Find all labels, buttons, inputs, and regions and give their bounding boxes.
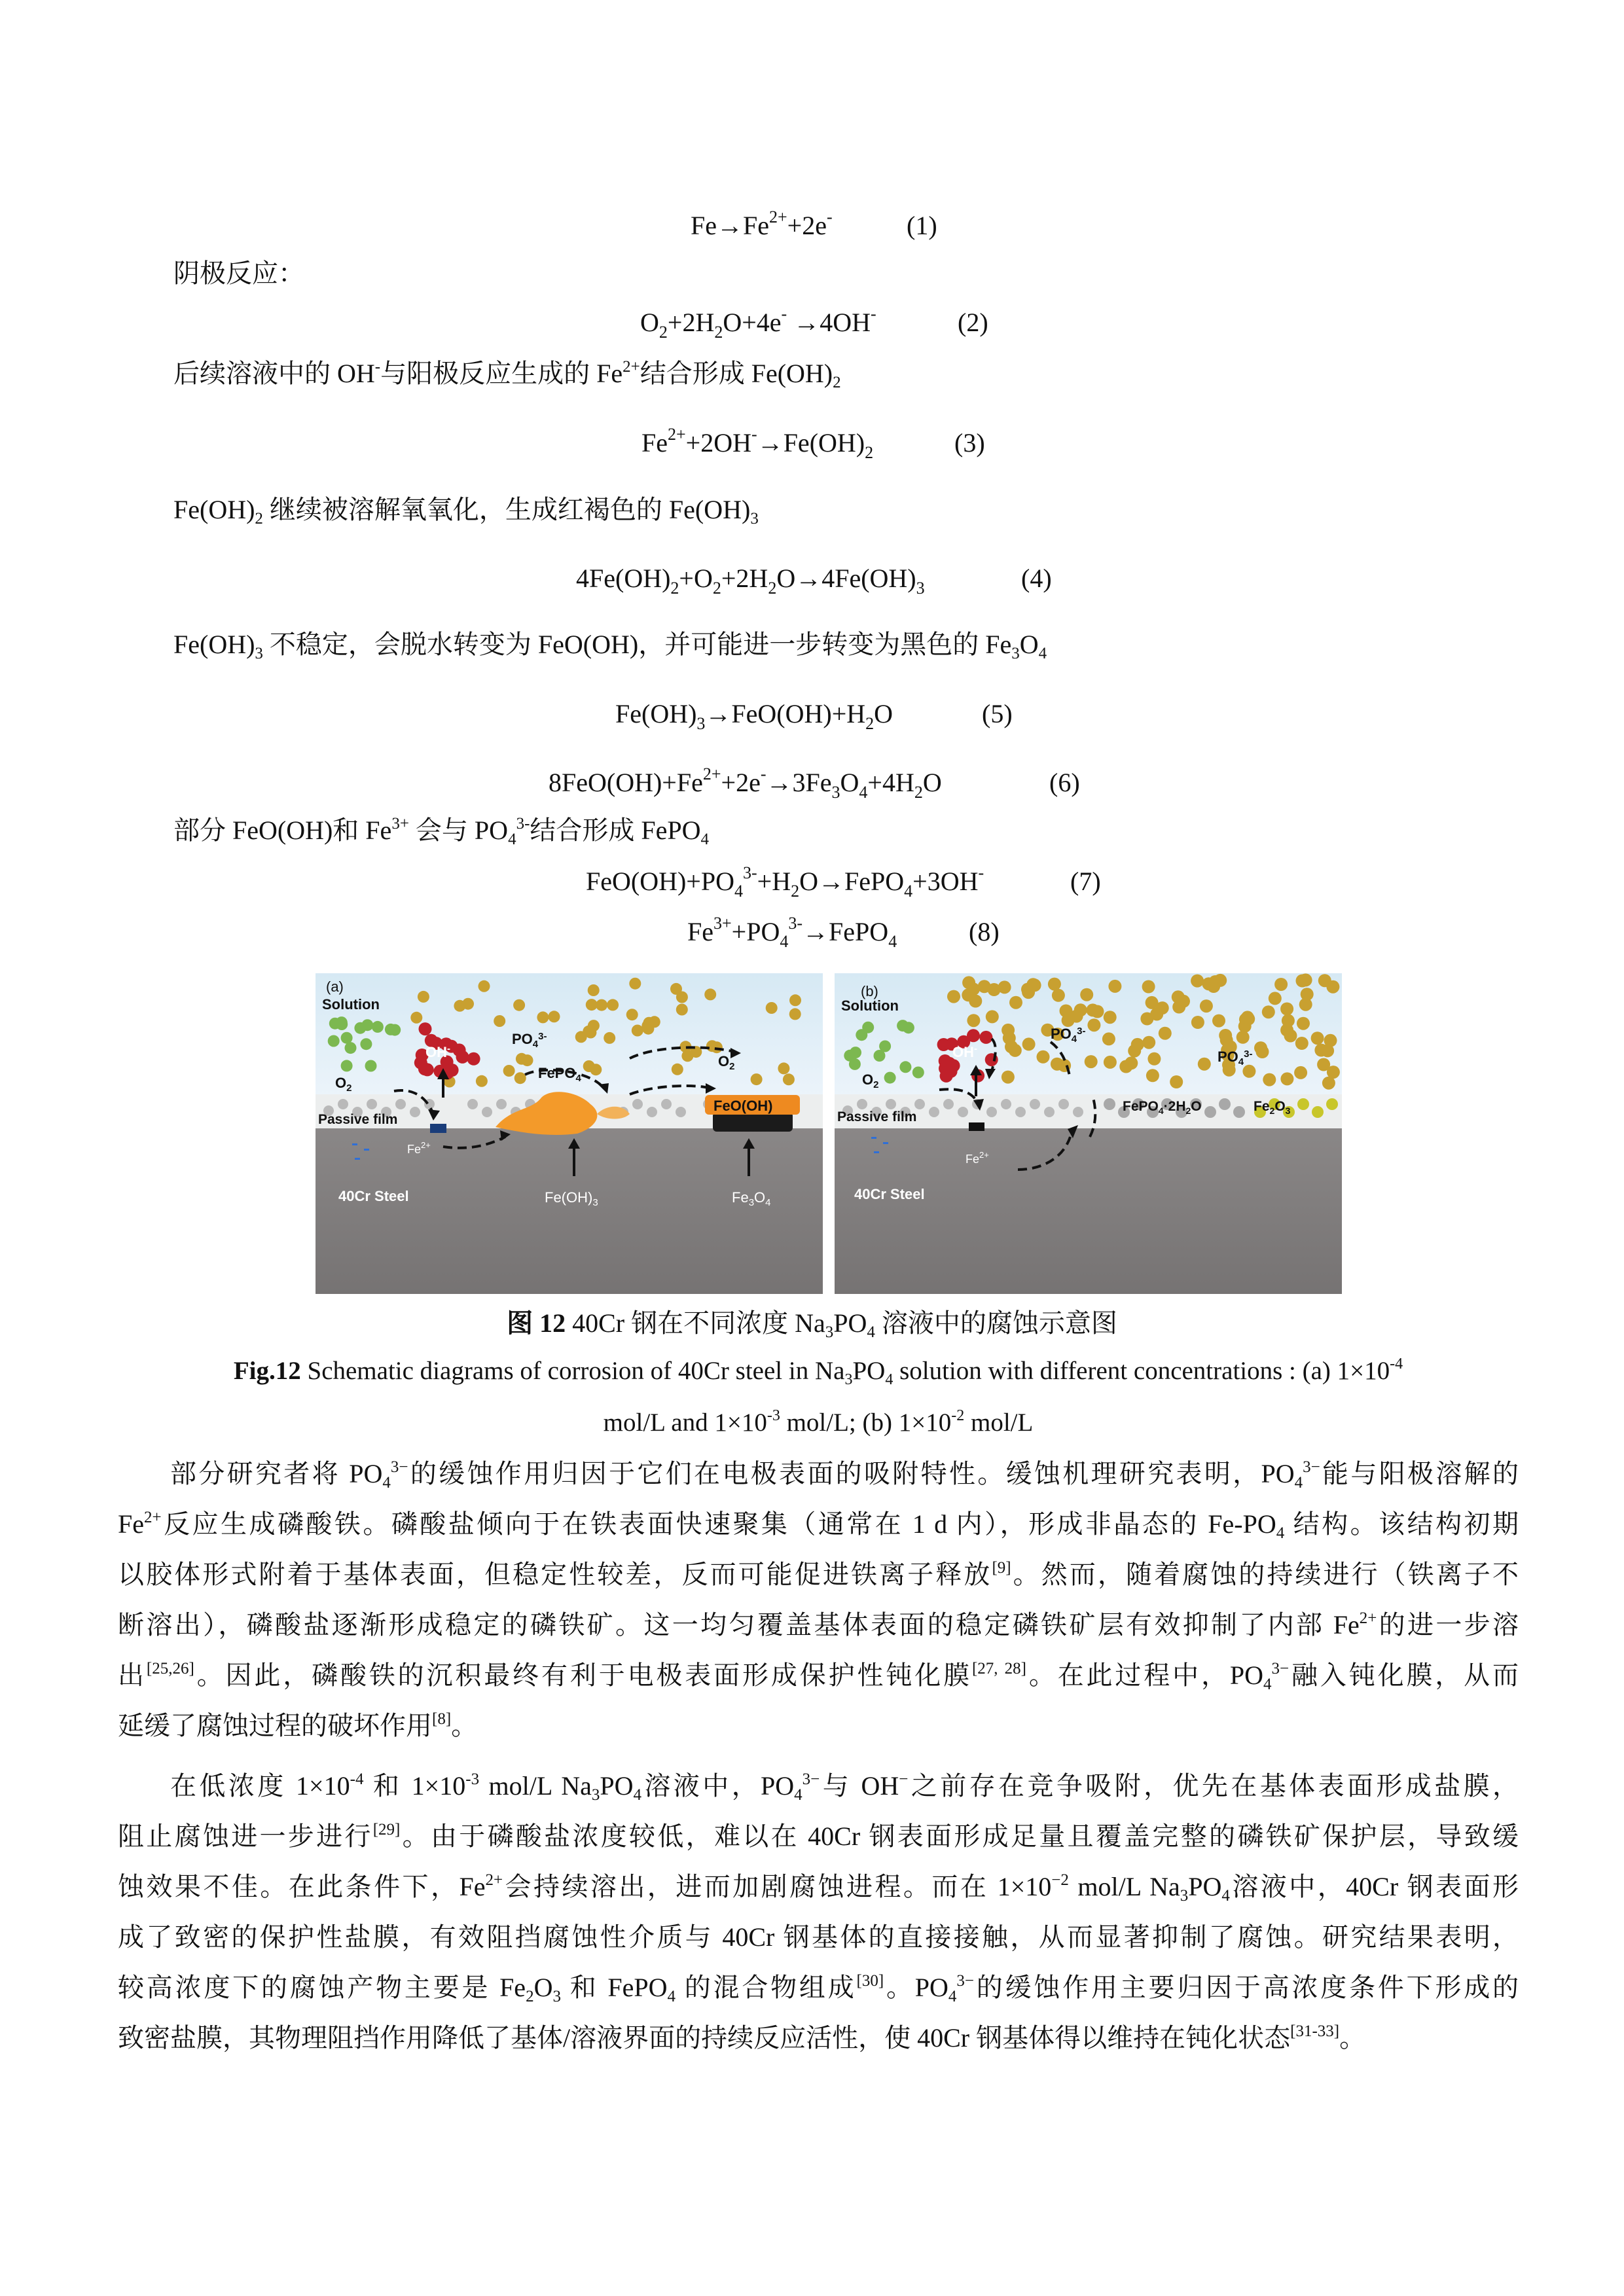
ion-particle — [884, 1072, 896, 1084]
equation-number: (3) — [954, 428, 985, 457]
ion-particle — [676, 1004, 688, 1016]
ion-particle — [789, 1008, 801, 1020]
ion-particle — [453, 1043, 466, 1056]
po4-label: $PO_4^{3-}$ — [1051, 1026, 1086, 1045]
ion-particle — [1080, 988, 1093, 1001]
equation-5: $Fe(OH)_3\to FeO(OH)+H_2O$ (5) — [615, 699, 1013, 733]
solution-label: Solution — [322, 996, 380, 1013]
ion-particle — [586, 999, 598, 1011]
paragraph-line: 延缓了腐蚀过程的破坏作用[8]。 — [118, 1710, 478, 1740]
ion-particle — [1146, 1069, 1159, 1082]
ion-particle — [1119, 1060, 1132, 1073]
ion-particle — [1311, 1031, 1324, 1045]
paragraph-line: 阻止腐蚀进一步进行[29]。由于磷酸盐浓度较低，难以在 40Cr 钢表面形成足量且覆盖完整的磷铁矿保护层，导致缓 — [118, 1821, 1519, 1851]
paragraph-1 — [118, 1448, 1519, 1751]
paragraph-line: 断溶出），磷酸盐逐渐形成稳定的磷铁矿。这一均匀覆盖基体表面的稳定磷铁矿层有效抑制了内部 $Fe^{2+}$的进一步溶 — [118, 1609, 1519, 1640]
ion-particle — [419, 1022, 432, 1035]
ion-particle — [1299, 973, 1312, 986]
paragraph-line: $Fe^{2+}$反应生成磷酸铁。磷酸盐倾向于在铁表面快速聚集（通常在 1 d 内），形成非晶态的 $Fe-PO_4$ 结构。该结构初期 — [118, 1509, 1519, 1542]
ion-particle — [418, 991, 429, 1003]
ion-particle — [1156, 1001, 1169, 1014]
steel-label: 40Cr Steel — [338, 1188, 409, 1204]
ion-particle — [1263, 1073, 1276, 1086]
ion-particle — [967, 1029, 980, 1042]
steel-substrate — [835, 1128, 1342, 1294]
feooh-label: FeO(OH) — [713, 1098, 773, 1114]
figure-caption-cn: 图 12 40Cr 钢在不同浓度 $Na_3PO_4$ 溶液中的腐蚀示意图 — [507, 1308, 1117, 1341]
equation-8: $Fe^{3+}+PO_4^{3-}\to FePO_4$ (8) — [687, 914, 1000, 951]
equation-4: $4Fe(OH)_2+O_2+2H_2O\to 4Fe(OH)_3$ (4) — [576, 564, 1052, 598]
passive-film-label: Passive film — [837, 1109, 917, 1124]
steel-label: 40Cr Steel — [854, 1186, 925, 1202]
paragraph-line: 致密盐膜，其物理阻挡作用降低了基体/溶液界面的持续反应活性，使 40Cr 钢基体得以维持在钝化状态[31-33]。 — [118, 2022, 1366, 2053]
ion-particle — [1294, 1066, 1307, 1079]
ion-particle — [1317, 1058, 1330, 1071]
ion-particle — [850, 1047, 861, 1058]
equation-number: (1) — [907, 211, 937, 240]
ion-particle — [1128, 1045, 1141, 1058]
paragraph-line: 蚀效果不佳。在此条件下，$Fe^{2+}$会持续溶出，进而加剧腐蚀进程。而在 $1\times 10^{-2}$ mol/L $Na_3PO_4$溶液中，40Cr 钢表面形 — [118, 1871, 1519, 1905]
oh-label: OH- — [425, 1043, 450, 1060]
ion-particle — [476, 1075, 488, 1087]
equation-number: (8) — [969, 917, 1000, 946]
ion-particle — [897, 1020, 909, 1031]
passive-film-label: Passive film — [318, 1112, 398, 1127]
ion-particle — [1022, 1037, 1036, 1050]
ion-particle — [789, 994, 801, 1006]
paragraph-2 — [118, 1761, 1519, 2063]
ion-particle — [1086, 1003, 1099, 1016]
ion-particle — [1074, 1003, 1087, 1016]
ion-particle — [516, 1053, 528, 1065]
ion-particle — [783, 1073, 795, 1085]
ion-particle — [778, 1062, 789, 1074]
fepo4-label: FePO$_4$ — [538, 1065, 581, 1084]
ion-particle — [1159, 1027, 1172, 1040]
pit-marker — [969, 1122, 984, 1131]
ion-particle — [1262, 1005, 1275, 1018]
ion-particle — [912, 1067, 924, 1079]
ion-particle — [588, 1020, 600, 1031]
fepo4-hydrate-label: $FePO_4\cdot 2H_2O$ — [1123, 1099, 1202, 1116]
ion-particle — [642, 1023, 654, 1035]
ion-particle — [1241, 1011, 1254, 1024]
ion-particle — [549, 1011, 560, 1022]
ion-particle — [1212, 1014, 1225, 1028]
o2-label: $O_2$ — [335, 1075, 352, 1094]
paragraph-line: 出[25,26]。因此，磷酸铁的沉积最终有利于电极表面形成保护性钝化膜[27, 28]。在此过程中，$PO_4^{3-}$融入钝化膜，从而 — [118, 1660, 1519, 1693]
ion-particle — [604, 1032, 615, 1044]
ion-particle — [629, 978, 641, 990]
ion-particle — [1219, 1029, 1232, 1042]
ion-particle — [947, 990, 960, 1003]
ion-particle — [1087, 1018, 1100, 1031]
ion-particle — [1104, 1056, 1117, 1069]
ion-particle — [1102, 1032, 1115, 1045]
ion-particle — [1005, 1040, 1018, 1053]
ion-particle — [513, 999, 525, 1011]
fe3o4-label: $Fe_3O_4$ — [732, 1189, 771, 1208]
panel-label: (a) — [326, 978, 344, 995]
ion-particle — [421, 1063, 434, 1076]
feoh3-label: $Fe(OH)_3$ — [545, 1189, 598, 1208]
ion-particle — [1052, 989, 1065, 1002]
ion-particle — [1191, 1016, 1204, 1029]
equation-6: $8FeO(OH)+Fe^{2+}+2e^-\to 3Fe_3O_4+4H_2O$ (6) — [549, 764, 1080, 802]
ion-particle — [1202, 977, 1215, 990]
ion-particle — [947, 1059, 960, 1072]
equation-3: $Fe^{2+}+2OH^-\to Fe(OH)_2$ (3) — [641, 425, 985, 462]
ion-particle — [345, 1042, 357, 1054]
figure-panel-a — [316, 973, 823, 1294]
ion-particle — [1048, 978, 1061, 991]
ion-particle — [1026, 978, 1039, 991]
fe2o3-label: $Fe_2O_3$ — [1254, 1099, 1291, 1116]
solution-label: Solution — [841, 997, 899, 1014]
ion-particle — [1108, 980, 1121, 993]
ion-particle — [1280, 1072, 1293, 1085]
ion-particle — [751, 1073, 763, 1085]
panel-label: (b) — [861, 983, 878, 999]
ion-particle — [478, 980, 490, 992]
solution-region — [316, 973, 823, 1111]
ion-particle — [937, 1038, 950, 1051]
ion-particle — [590, 1064, 602, 1075]
ion-particle — [588, 984, 600, 996]
ion-particle — [462, 998, 474, 1010]
ion-particle — [503, 1065, 515, 1077]
ion-particle — [1147, 1052, 1161, 1066]
ion-particle — [1282, 1014, 1295, 1027]
ion-particle — [1142, 1036, 1155, 1049]
fe2-label: $Fe^{2+}$ — [407, 1140, 431, 1156]
equation-7: $FeO(OH)+PO_4^{3-}+H_2O\to FePO_4+3OH^-$ (7) — [586, 863, 1101, 901]
figure-caption-en: Fig.12 Schematic diagrams of corrosion of 40Cr steel in $Na_3PO_4$ solution with different concentrations : (a) $1\times 10^{-4}$ mol/L and $1\times 10^{-3}$ mol/L; (b) $1\times 10^{-2}$ mol/L — [233, 1355, 1403, 1437]
ion-particle — [1274, 978, 1288, 991]
ion-particle — [467, 1052, 480, 1066]
text-line-feoh3: $Fe(OH)_3$ 不稳定，会脱水转变为 FeO(OH)，并可能进一步转变为黑色的 $Fe_3O_4$ — [173, 630, 1047, 662]
ion-particle — [899, 1061, 911, 1073]
text-line-fepo4: 部分 FeO(OH)和 $Fe^{3+}$ 会与 $PO_4^{3-}$结合形成 FePO$_4$ — [173, 815, 710, 848]
ion-particle — [1280, 1003, 1293, 1016]
ion-particle — [1104, 1011, 1117, 1024]
ion-particle — [704, 988, 716, 1000]
fe3o4-block — [713, 1112, 793, 1132]
equation-number: (5) — [982, 699, 1013, 728]
po4-label: $PO_4^{3-}$ — [512, 1031, 547, 1050]
ion-particle — [862, 1022, 874, 1033]
ion-particle — [1037, 1050, 1050, 1064]
paragraph-line: 成了致密的保护性盐膜，有效阻挡腐蚀性介质与 40Cr 钢基体的直接接触，从而显著抑制了腐蚀。研究结果表明， — [118, 1922, 1519, 1952]
ion-particle — [962, 976, 975, 989]
ion-particle — [410, 1012, 422, 1024]
cathode-heading: 阴极反应： — [173, 259, 304, 288]
ion-particle — [986, 1010, 999, 1023]
text-line-feoh2: $Fe(OH)_2$ 继续被溶解氧氧化，生成红褐色的 $Fe(OH)_3$ — [173, 495, 759, 528]
ion-particle — [494, 1015, 505, 1027]
ion-particle — [385, 1024, 397, 1035]
ion-particle — [1170, 1075, 1183, 1088]
ion-particle — [1299, 998, 1312, 1011]
ion-particle — [372, 1021, 384, 1033]
ion-particle — [1198, 1058, 1211, 1071]
pit-marker — [430, 1124, 446, 1133]
ion-particle — [766, 1002, 778, 1014]
ion-particle — [874, 1050, 886, 1062]
figure-panel-b — [835, 973, 1342, 1294]
equation-number: (2) — [958, 308, 988, 337]
ion-particle — [1254, 1041, 1267, 1054]
ion-particle — [354, 1022, 366, 1034]
ion-particle — [1223, 1064, 1236, 1077]
paragraph-line: 以胶体形式附着于基体表面，但稳定性较差，反而可能促进铁离子释放[9]。然而，随着腐蚀的持续进行（铁离子不 — [118, 1559, 1519, 1589]
ion-particle — [537, 1011, 549, 1023]
equation-1: $Fe\to Fe^{2+}+2e^-$ (1) — [691, 207, 937, 240]
ion-particle — [1142, 980, 1155, 994]
po4-label: $PO_4^{3-}$ — [1218, 1049, 1253, 1067]
ion-particle — [979, 1031, 992, 1044]
ion-particle — [1172, 1001, 1185, 1014]
ion-particle — [969, 995, 982, 1008]
ion-particle — [1326, 980, 1339, 994]
ion-particle — [607, 999, 619, 1011]
ion-particle — [1085, 1055, 1098, 1068]
ion-particle — [328, 1035, 340, 1047]
equation-number: (7) — [1070, 867, 1101, 896]
ion-particle — [596, 999, 607, 1011]
ion-particle — [365, 1060, 377, 1072]
ion-particle — [1236, 1031, 1250, 1044]
equation-2: $O_2+2H_2O+4e^- \to 4OH^-$ (2) — [640, 304, 988, 342]
steel-substrate — [316, 1128, 823, 1294]
paragraph-line: 较高浓度下的腐蚀产物主要是 $Fe_2O_3$ 和 FePO$_4$ 的混合物组成[30]。$PO_4^{3-}$的缓蚀作用主要归因于高浓度条件下形成的 — [118, 1972, 1519, 2005]
o2-label: $O_2$ — [718, 1053, 735, 1072]
paragraph-line: 在低浓度 $1\times 10^{-4}$ 和 $1\times 10^{-3}$ mol/L $Na_3PO_4$溶液中，$PO_4^{3-}$与 OH−之前存在竞争吸附，优先在基体表面形成盐膜， — [170, 1770, 1519, 1804]
ion-particle — [1322, 1077, 1335, 1090]
ion-particle — [1009, 996, 1022, 1009]
o2-label: $O_2$ — [862, 1071, 879, 1090]
ion-particle — [341, 1060, 353, 1071]
ion-particle — [360, 1038, 372, 1050]
ion-particle — [1242, 1065, 1255, 1078]
ion-particle — [1295, 1037, 1308, 1050]
ion-particle — [626, 1009, 638, 1020]
ion-particle — [967, 1014, 980, 1027]
equation-number: (4) — [1021, 564, 1052, 593]
ion-particle — [676, 992, 688, 1003]
equation-number: (6) — [1049, 768, 1080, 797]
ion-particle — [849, 1058, 861, 1070]
ion-particle — [341, 1032, 353, 1044]
text-line-oh: 后续溶液中的 OH-与阳极反应生成的 $Fe^{2+}$结合形成 $Fe(OH)_2$ — [173, 358, 841, 391]
ion-particle — [336, 1016, 348, 1028]
ion-particle — [1297, 1017, 1310, 1030]
ion-particle — [1269, 992, 1282, 1005]
ion-particle — [706, 1040, 718, 1052]
paragraph-line: 部分研究者将 $PO_4^{3-}$的缓蚀作用归因于它们在电极表面的吸附特性。缓蚀机理研究表明，$PO_4^{3-}$能与阳极溶解的 — [170, 1458, 1519, 1492]
ion-particle — [988, 983, 1001, 996]
oh-label: OH- — [952, 1043, 977, 1060]
ion-particle — [1321, 1044, 1334, 1057]
ion-particle — [514, 1072, 526, 1084]
ion-particle — [672, 1064, 683, 1075]
ion-particle — [1200, 999, 1213, 1013]
ion-particle — [1001, 1071, 1015, 1084]
ion-particle — [632, 1025, 643, 1037]
ion-particle — [1140, 1013, 1153, 1026]
ion-particle — [1191, 975, 1204, 988]
fe2-label: $Fe^{2+}$ — [965, 1150, 989, 1166]
